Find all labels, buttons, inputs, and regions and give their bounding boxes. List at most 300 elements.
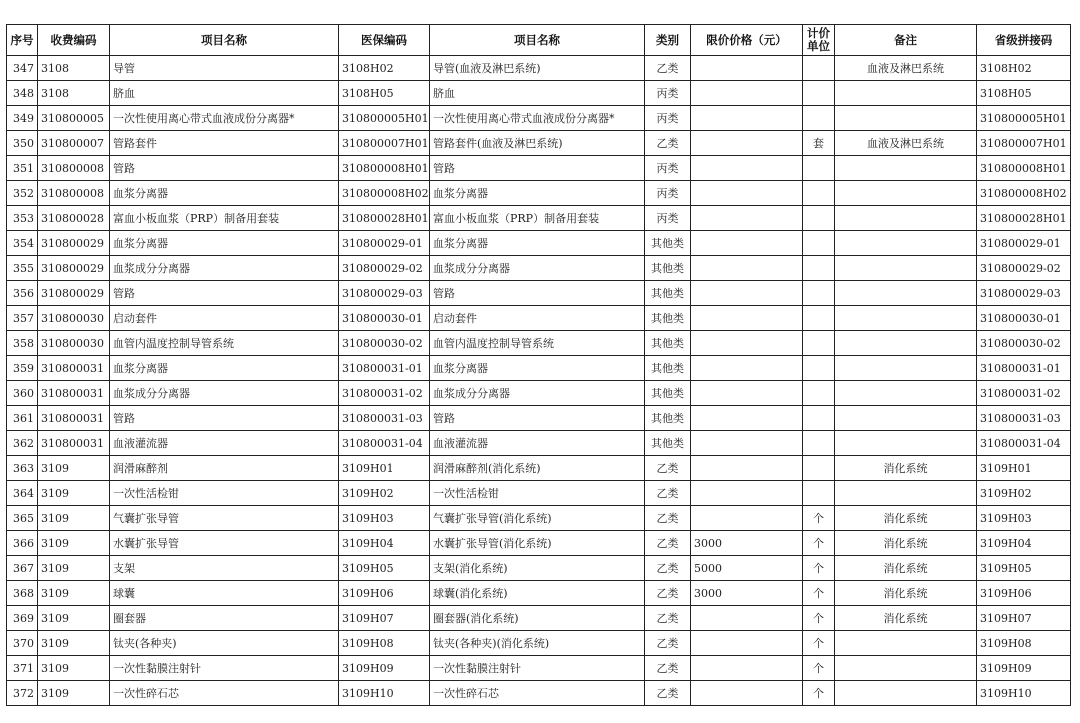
cell-remark [835,181,977,206]
cell-fee-code: 3108 [38,56,110,81]
cell-insurance-item-name: 脐血 [430,81,645,106]
cell-price-limit [691,606,803,631]
cell-price-limit [691,431,803,456]
cell-fee-code: 310800031 [38,406,110,431]
cell-insurance-item-name: 一次性活检钳 [430,481,645,506]
cell-item-name: 一次性活检钳 [110,481,339,506]
cell-province-code: 3109H03 [977,506,1071,531]
cell-seq: 368 [7,581,38,606]
table-row [7,131,1071,156]
cell-fee-code: 3109 [38,556,110,581]
cell-insurance-code: 310800031-02 [339,381,430,406]
cell-unit [803,331,835,356]
table-row [7,306,1071,331]
header-unit [803,25,835,56]
cell-province-code: 310800029-01 [977,231,1071,256]
cell-seq: 352 [7,181,38,206]
cell-category: 乙类 [645,581,691,606]
cell-unit: 个 [803,531,835,556]
cell-category: 其他类 [645,331,691,356]
cell-price-limit [691,356,803,381]
cell-insurance-item-name: 管路 [430,156,645,181]
table-row [7,456,1071,481]
header-seq: 序号 [7,25,38,56]
cell-insurance-item-name: 血浆分离器 [430,356,645,381]
cell-province-code: 310800030-02 [977,331,1071,356]
cell-price-limit [691,81,803,106]
cell-seq: 369 [7,606,38,631]
cell-insurance-code: 3109H07 [339,606,430,631]
cell-seq: 372 [7,681,38,706]
cell-seq: 348 [7,81,38,106]
cell-insurance-code: 310800030-02 [339,331,430,356]
cell-province-code: 310800005H01 [977,106,1071,131]
table-row [7,581,1071,606]
cell-item-name: 一次性使用离心带式血液成份分离器* [110,106,339,131]
cell-province-code: 3109H08 [977,631,1071,656]
cell-category: 丙类 [645,206,691,231]
cell-category: 乙类 [645,606,691,631]
cell-price-limit [691,631,803,656]
cell-price-limit [691,456,803,481]
fee-table [6,24,1071,706]
cell-province-code: 3109H05 [977,556,1071,581]
cell-province-code: 310800029-02 [977,256,1071,281]
header-row [7,25,1071,56]
cell-insurance-item-name: 圈套器(消化系统) [430,606,645,631]
cell-unit [803,81,835,106]
cell-price-limit [691,406,803,431]
cell-category: 乙类 [645,456,691,481]
cell-insurance-code: 3108H02 [339,56,430,81]
cell-category: 乙类 [645,56,691,81]
cell-seq: 347 [7,56,38,81]
cell-unit [803,56,835,81]
cell-remark [835,481,977,506]
cell-unit [803,181,835,206]
cell-remark: 消化系统 [835,531,977,556]
cell-unit [803,481,835,506]
cell-insurance-item-name: 水囊扩张导管(消化系统) [430,531,645,556]
cell-fee-code: 3109 [38,681,110,706]
cell-insurance-code: 3109H09 [339,656,430,681]
cell-price-limit [691,681,803,706]
table-body [7,56,1071,706]
cell-category: 乙类 [645,631,691,656]
cell-unit: 个 [803,656,835,681]
cell-insurance-code: 310800028H01 [339,206,430,231]
cell-category: 乙类 [645,131,691,156]
cell-price-limit [691,506,803,531]
cell-insurance-code: 3109H01 [339,456,430,481]
cell-seq: 354 [7,231,38,256]
cell-fee-code: 310800030 [38,331,110,356]
cell-seq: 366 [7,531,38,556]
cell-fee-code: 310800007 [38,131,110,156]
cell-insurance-code: 3109H06 [339,581,430,606]
cell-item-name: 血浆分离器 [110,181,339,206]
cell-province-code: 310800008H02 [977,181,1071,206]
table-row [7,681,1071,706]
cell-insurance-code: 3109H03 [339,506,430,531]
cell-province-code: 3109H04 [977,531,1071,556]
cell-fee-code: 3108 [38,81,110,106]
table-row [7,631,1071,656]
cell-province-code: 3109H01 [977,456,1071,481]
table-row [7,656,1071,681]
table-row [7,506,1071,531]
cell-item-name: 血管内温度控制导管系统 [110,331,339,356]
cell-remark [835,306,977,331]
cell-insurance-item-name: 一次性黏膜注射针 [430,656,645,681]
header-fee-code: 收费编码 [38,25,110,56]
cell-price-limit: 5000 [691,556,803,581]
table-row [7,556,1071,581]
cell-insurance-code: 310800029-03 [339,281,430,306]
cell-price-limit: 3000 [691,531,803,556]
cell-remark [835,656,977,681]
cell-price-limit [691,181,803,206]
cell-remark [835,256,977,281]
cell-province-code: 310800031-02 [977,381,1071,406]
cell-fee-code: 3109 [38,506,110,531]
cell-seq: 356 [7,281,38,306]
cell-insurance-item-name: 血管内温度控制导管系统 [430,331,645,356]
cell-unit [803,256,835,281]
cell-unit: 个 [803,631,835,656]
cell-category: 其他类 [645,406,691,431]
cell-category: 乙类 [645,656,691,681]
cell-unit [803,206,835,231]
cell-remark: 血液及淋巴系统 [835,131,977,156]
cell-category: 其他类 [645,281,691,306]
cell-seq: 350 [7,131,38,156]
cell-insurance-code: 3108H05 [339,81,430,106]
cell-price-limit [691,231,803,256]
cell-remark [835,281,977,306]
cell-remark [835,406,977,431]
cell-insurance-code: 310800008H01 [339,156,430,181]
cell-unit [803,356,835,381]
cell-seq: 355 [7,256,38,281]
cell-item-name: 管路 [110,156,339,181]
cell-category: 丙类 [645,181,691,206]
header-insurance-item-name: 项目名称 [430,25,645,56]
cell-unit [803,156,835,181]
cell-price-limit [691,331,803,356]
cell-seq: 365 [7,506,38,531]
table-row [7,56,1071,81]
cell-category: 其他类 [645,231,691,256]
cell-seq: 363 [7,456,38,481]
cell-fee-code: 310800031 [38,431,110,456]
cell-item-name: 富血小板血浆（PRP）制备用套装 [110,206,339,231]
cell-price-limit [691,656,803,681]
cell-insurance-code: 3109H04 [339,531,430,556]
cell-category: 其他类 [645,381,691,406]
cell-remark [835,106,977,131]
cell-fee-code: 3109 [38,656,110,681]
cell-remark: 血液及淋巴系统 [835,56,977,81]
cell-unit [803,106,835,131]
cell-fee-code: 310800008 [38,181,110,206]
cell-price-limit [691,256,803,281]
cell-fee-code: 310800005 [38,106,110,131]
table-row [7,331,1071,356]
cell-seq: 351 [7,156,38,181]
cell-price-limit [691,306,803,331]
cell-province-code: 3109H10 [977,681,1071,706]
cell-insurance-item-name: 血浆成分分离器 [430,381,645,406]
cell-remark [835,156,977,181]
cell-insurance-item-name: 管路套件(血液及淋巴系统) [430,131,645,156]
cell-item-name: 导管 [110,56,339,81]
cell-category: 乙类 [645,481,691,506]
cell-price-limit [691,206,803,231]
cell-unit: 个 [803,581,835,606]
cell-category: 其他类 [645,431,691,456]
cell-seq: 360 [7,381,38,406]
cell-category: 乙类 [645,531,691,556]
cell-remark [835,231,977,256]
cell-seq: 364 [7,481,38,506]
cell-seq: 349 [7,106,38,131]
header-insurance-code: 医保编码 [339,25,430,56]
cell-category: 乙类 [645,506,691,531]
cell-province-code: 310800007H01 [977,131,1071,156]
cell-unit [803,281,835,306]
cell-item-name: 一次性黏膜注射针 [110,656,339,681]
cell-insurance-item-name: 气囊扩张导管(消化系统) [430,506,645,531]
cell-seq: 361 [7,406,38,431]
cell-fee-code: 310800031 [38,356,110,381]
cell-insurance-item-name: 导管(血液及淋巴系统) [430,56,645,81]
cell-province-code: 3108H02 [977,56,1071,81]
cell-unit [803,456,835,481]
cell-price-limit [691,481,803,506]
cell-insurance-item-name: 润滑麻醉剂(消化系统) [430,456,645,481]
cell-item-name: 血浆分离器 [110,231,339,256]
cell-insurance-code: 310800030-01 [339,306,430,331]
table-row [7,381,1071,406]
cell-unit [803,306,835,331]
cell-item-name: 支架 [110,556,339,581]
table-row [7,156,1071,181]
cell-price-limit [691,106,803,131]
cell-insurance-code: 310800029-01 [339,231,430,256]
cell-insurance-item-name: 一次性使用离心带式血液成份分离器* [430,106,645,131]
cell-insurance-item-name: 管路 [430,406,645,431]
cell-remark: 消化系统 [835,456,977,481]
cell-category: 丙类 [645,81,691,106]
cell-price-limit: 3000 [691,581,803,606]
cell-item-name: 启动套件 [110,306,339,331]
cell-fee-code: 3109 [38,606,110,631]
table-row [7,606,1071,631]
table-row [7,406,1071,431]
cell-seq: 371 [7,656,38,681]
cell-unit: 个 [803,606,835,631]
cell-insurance-item-name: 血浆分离器 [430,231,645,256]
cell-category: 丙类 [645,106,691,131]
cell-insurance-code: 3109H08 [339,631,430,656]
cell-insurance-item-name: 管路 [430,281,645,306]
cell-insurance-item-name: 血浆分离器 [430,181,645,206]
header-remark: 备注 [835,25,977,56]
cell-unit: 个 [803,506,835,531]
cell-insurance-code: 310800008H02 [339,181,430,206]
cell-province-code: 310800008H01 [977,156,1071,181]
cell-category: 乙类 [645,556,691,581]
table-row [7,81,1071,106]
table-row [7,231,1071,256]
cell-price-limit [691,56,803,81]
cell-price-limit [691,281,803,306]
cell-province-code: 3109H07 [977,606,1071,631]
cell-item-name: 润滑麻醉剂 [110,456,339,481]
header-province-code: 省级拼接码 [977,25,1071,56]
cell-province-code: 310800031-01 [977,356,1071,381]
cell-unit [803,231,835,256]
cell-insurance-code: 3109H05 [339,556,430,581]
cell-fee-code: 310800029 [38,256,110,281]
cell-item-name: 脐血 [110,81,339,106]
cell-insurance-item-name: 球囊(消化系统) [430,581,645,606]
cell-category: 乙类 [645,681,691,706]
cell-category: 其他类 [645,356,691,381]
cell-fee-code: 310800029 [38,231,110,256]
cell-unit [803,431,835,456]
cell-insurance-code: 310800005H01 [339,106,430,131]
cell-province-code: 3108H05 [977,81,1071,106]
cell-insurance-item-name: 支架(消化系统) [430,556,645,581]
cell-insurance-item-name: 钛夹(各种夹)(消化系统) [430,631,645,656]
table-row [7,481,1071,506]
cell-seq: 370 [7,631,38,656]
cell-remark: 消化系统 [835,506,977,531]
cell-insurance-item-name: 血浆成分分离器 [430,256,645,281]
cell-unit: 套 [803,131,835,156]
cell-insurance-code: 310800031-04 [339,431,430,456]
cell-insurance-code: 3109H10 [339,681,430,706]
cell-category: 丙类 [645,156,691,181]
table-row [7,106,1071,131]
cell-seq: 353 [7,206,38,231]
cell-seq: 358 [7,331,38,356]
cell-item-name: 钛夹(各种夹) [110,631,339,656]
table-row [7,356,1071,381]
cell-insurance-code: 310800007H01 [339,131,430,156]
cell-item-name: 血浆成分分离器 [110,381,339,406]
cell-insurance-code: 310800031-01 [339,356,430,381]
cell-item-name: 球囊 [110,581,339,606]
cell-seq: 367 [7,556,38,581]
cell-fee-code: 310800029 [38,281,110,306]
cell-remark [835,681,977,706]
cell-insurance-code: 3109H02 [339,481,430,506]
cell-remark: 消化系统 [835,606,977,631]
cell-insurance-item-name: 富血小板血浆（PRP）制备用套装 [430,206,645,231]
cell-remark [835,331,977,356]
cell-insurance-item-name: 一次性碎石芯 [430,681,645,706]
cell-fee-code: 3109 [38,481,110,506]
cell-seq: 357 [7,306,38,331]
cell-province-code: 3109H09 [977,656,1071,681]
cell-item-name: 血液灌流器 [110,431,339,456]
cell-unit: 个 [803,681,835,706]
cell-item-name: 水囊扩张导管 [110,531,339,556]
cell-insurance-item-name: 启动套件 [430,306,645,331]
cell-unit [803,381,835,406]
cell-remark [835,206,977,231]
cell-fee-code: 3109 [38,456,110,481]
header-unit-text: 计价单位 [807,26,830,53]
cell-item-name: 一次性碎石芯 [110,681,339,706]
table-row [7,281,1071,306]
cell-province-code: 310800031-03 [977,406,1071,431]
cell-unit: 个 [803,556,835,581]
cell-province-code: 310800028H01 [977,206,1071,231]
cell-fee-code: 3109 [38,631,110,656]
cell-remark [835,381,977,406]
cell-province-code: 3109H02 [977,481,1071,506]
table-row [7,531,1071,556]
cell-fee-code: 310800008 [38,156,110,181]
cell-item-name: 管路 [110,406,339,431]
cell-item-name: 气囊扩张导管 [110,506,339,531]
cell-fee-code: 310800030 [38,306,110,331]
cell-item-name: 血浆分离器 [110,356,339,381]
cell-remark [835,356,977,381]
cell-remark: 消化系统 [835,556,977,581]
table-row [7,256,1071,281]
cell-price-limit [691,156,803,181]
cell-insurance-item-name: 血液灌流器 [430,431,645,456]
table-row [7,206,1071,231]
cell-fee-code: 3109 [38,581,110,606]
cell-remark [835,81,977,106]
cell-fee-code: 310800031 [38,381,110,406]
table-row [7,181,1071,206]
cell-province-code: 310800030-01 [977,306,1071,331]
cell-seq: 362 [7,431,38,456]
cell-province-code: 310800031-04 [977,431,1071,456]
cell-province-code: 310800029-03 [977,281,1071,306]
table-row [7,431,1071,456]
header-category: 类别 [645,25,691,56]
cell-item-name: 管路 [110,281,339,306]
cell-fee-code: 310800028 [38,206,110,231]
header-item-name: 项目名称 [110,25,339,56]
cell-item-name: 圈套器 [110,606,339,631]
cell-price-limit [691,131,803,156]
cell-remark [835,431,977,456]
cell-unit [803,406,835,431]
cell-item-name: 管路套件 [110,131,339,156]
cell-insurance-code: 310800031-03 [339,406,430,431]
cell-category: 其他类 [645,256,691,281]
cell-remark [835,631,977,656]
cell-price-limit [691,381,803,406]
cell-category: 其他类 [645,306,691,331]
cell-seq: 359 [7,356,38,381]
cell-fee-code: 3109 [38,531,110,556]
cell-province-code: 3109H06 [977,581,1071,606]
fee-table-sheet [6,24,1070,706]
header-price-limit: 限价价格（元） [691,25,803,56]
cell-insurance-code: 310800029-02 [339,256,430,281]
cell-item-name: 血浆成分分离器 [110,256,339,281]
